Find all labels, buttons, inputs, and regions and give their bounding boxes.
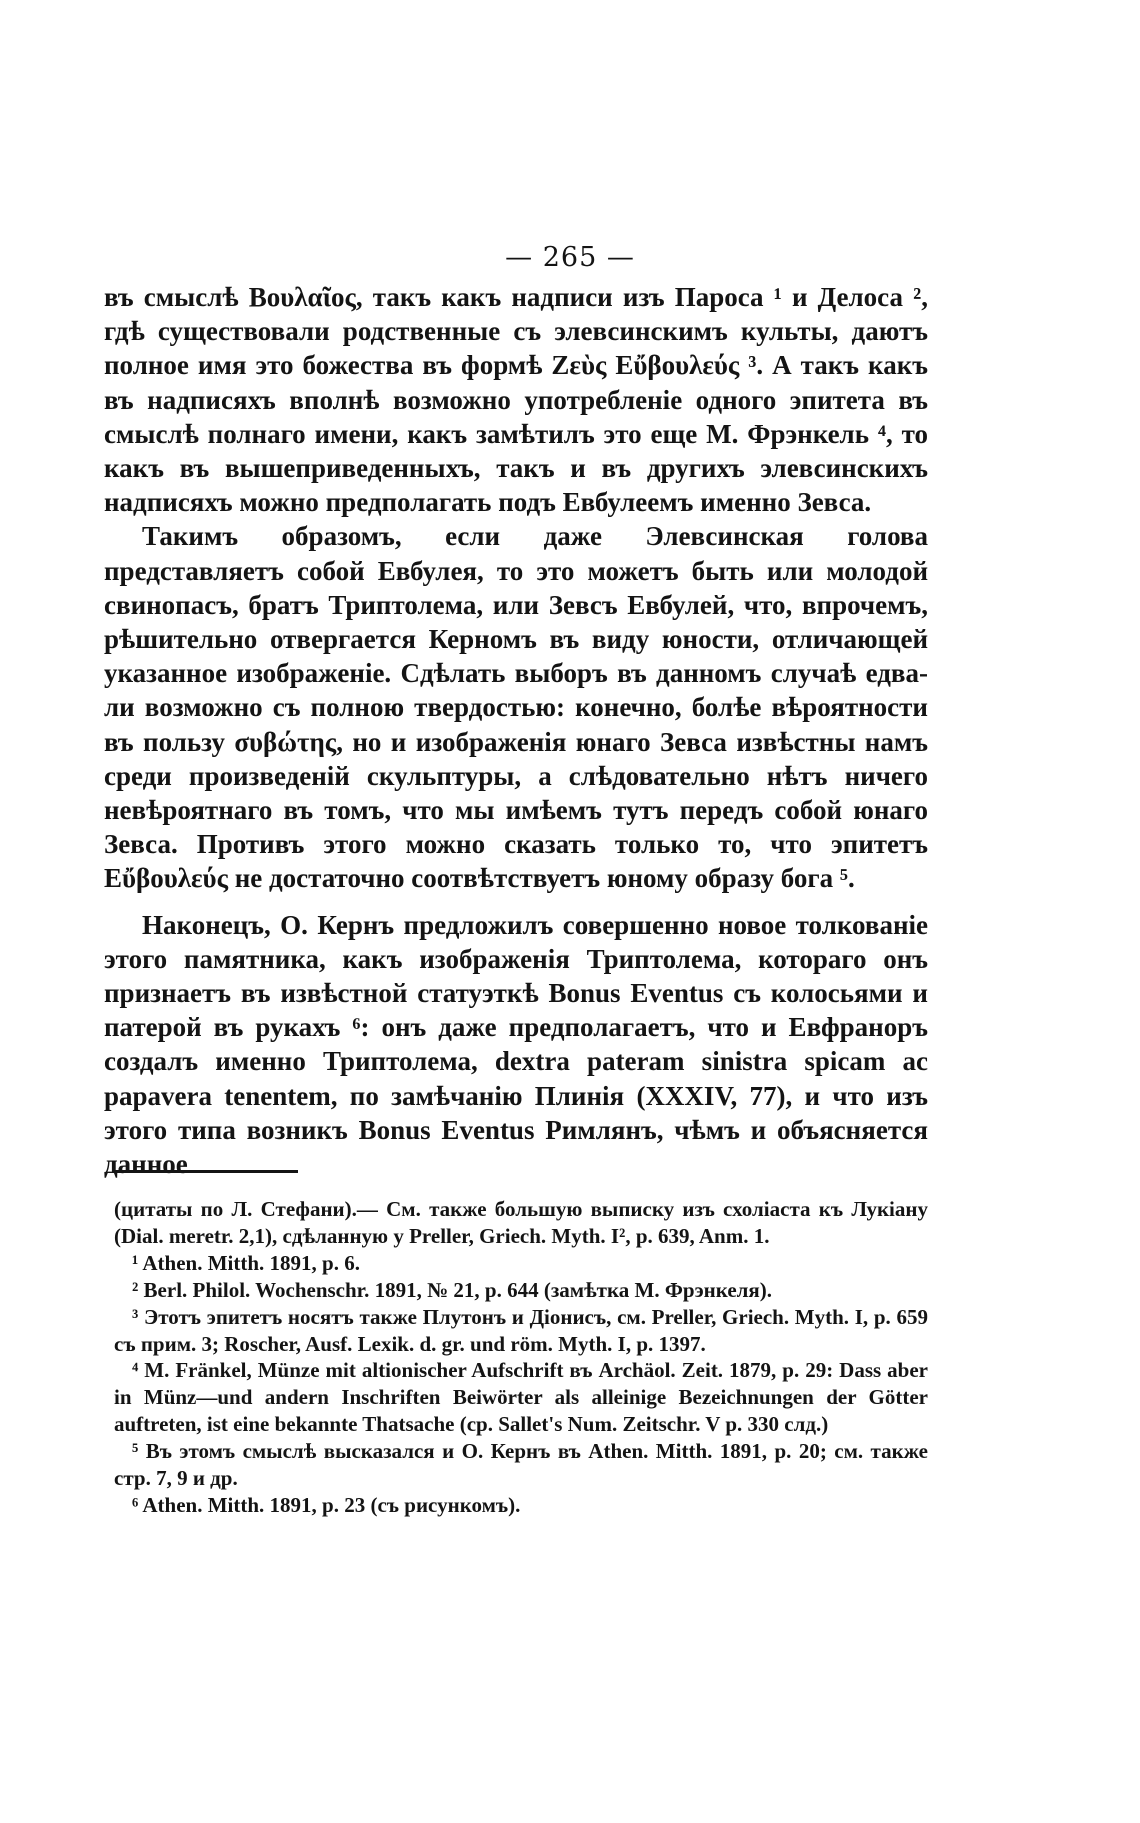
page-number: — 265 —	[505, 242, 635, 273]
footnote: ² Berl. Philol. Wochenschr. 1891, № 21, p. 644 (замѣтка М. Фрэнкеля).	[132, 1277, 773, 1302]
paragraph: Такимъ образомъ, если даже Элевсинская голова представляетъ собой Евбулея, то это можетъ быть или молодой свинопасъ, братъ Триптолема, или Зевсъ Евбулей, что, впрочемъ, рѣшительно отвергается Керномъ въ виду юности, отличающей указанное изображеніе. Сдѣлать выборъ въ данномъ случаѣ едва-ли возможно съ полною твердостью: конечно, болѣе вѣроятности въ пользу συβώτης, но и изображенія юнаго Зевса извѣстны намъ среди произведеній скульптуры, а слѣдовательно нѣтъ ничего невѣроятнаго въ томъ, что мы имѣемъ тутъ передъ собой юнаго Зевса. Противъ этого можно сказать только то, что эпитетъ Εὔβουλεύς не достаточно соотвѣтствуетъ юному образу бога ⁵.	[104, 521, 928, 894]
footnote: ⁵ Въ этомъ смыслѣ высказался и О. Кернъ въ Athen. Mitth. 1891, p. 20; см. также стр. 7, 9 и др.	[114, 1439, 928, 1491]
paragraph: въ смыслѣ Βουλαῖος, такъ какъ надписи изъ Пароса ¹ и Делоса ², гдѣ существовали родственные съ элевсинскимъ культы, даютъ полное имя это божества въ формѣ Ζεὺς Εὔβουλεύς ³. А такъ какъ въ надписяхъ вполнѣ возможно употребленіе одного эпитета въ смыслѣ полнаго имени, какъ замѣтилъ это еще М. Фрэнкель ⁴, то какъ въ вышеприведенныхъ, такъ и въ другихъ элевсинскихъ надписяхъ можно предполагать подъ Евбулеемъ именно Зевса.	[104, 282, 928, 518]
footnote-separator	[114, 1170, 298, 1173]
footnote: ⁴ M. Fränkel, Münze mit altionischer Aufschrift въ Archäol. Zeit. 1879, p. 29: Dass aber in Münz—und andern Inschriften Beiwörter als alleinige Bezeichnungen der Götter auftreten, ist eine bekannte Thatsache (cp. Sallet's Num. Zeitschr. V p. 330 слд.)	[114, 1358, 928, 1437]
footnotes	[114, 1196, 928, 1519]
main-text	[104, 280, 928, 1181]
footnote: ³ Этотъ эпитетъ носятъ также Плутонъ и Діонисъ, см. Preller, Griech. Myth. I, p. 659 съ прим. 3; Roscher, Ausf. Lexik. d. gr. und röm. Myth. I, p. 1397.	[114, 1304, 928, 1356]
paragraph: Наконецъ, О. Кернъ предложилъ совершенно новое толкованіе этого памятника, какъ изображенія Триптолема, котораго онъ признаетъ въ извѣстной статуэткѣ Bonus Eventus съ колосьями и патерой въ рукахъ ⁶: онъ даже предполагаетъ, что и Евфраноръ создалъ именно Триптолема, dextra pateram sinistra spicam ac papavera tenentem, по замѣчанію Плинія (XXXIV, 77), и что изъ этого типа возникъ Bonus Eventus Римлянъ, чѣмъ и объясняется данное	[104, 909, 928, 1180]
footnote: ⁶ Athen. Mitth. 1891, p. 23 (съ рисункомъ).	[132, 1492, 521, 1517]
footnote: (цитаты по Л. Стефани).— См. также большую выписку изъ схоліаста къ Лукіану (Dial. meretr. 2,1), сдѣланную у Preller, Griech. Myth. I², p. 639, Anm. 1.	[114, 1197, 928, 1248]
footnote: ¹ Athen. Mitth. 1891, p. 6.	[132, 1250, 360, 1275]
